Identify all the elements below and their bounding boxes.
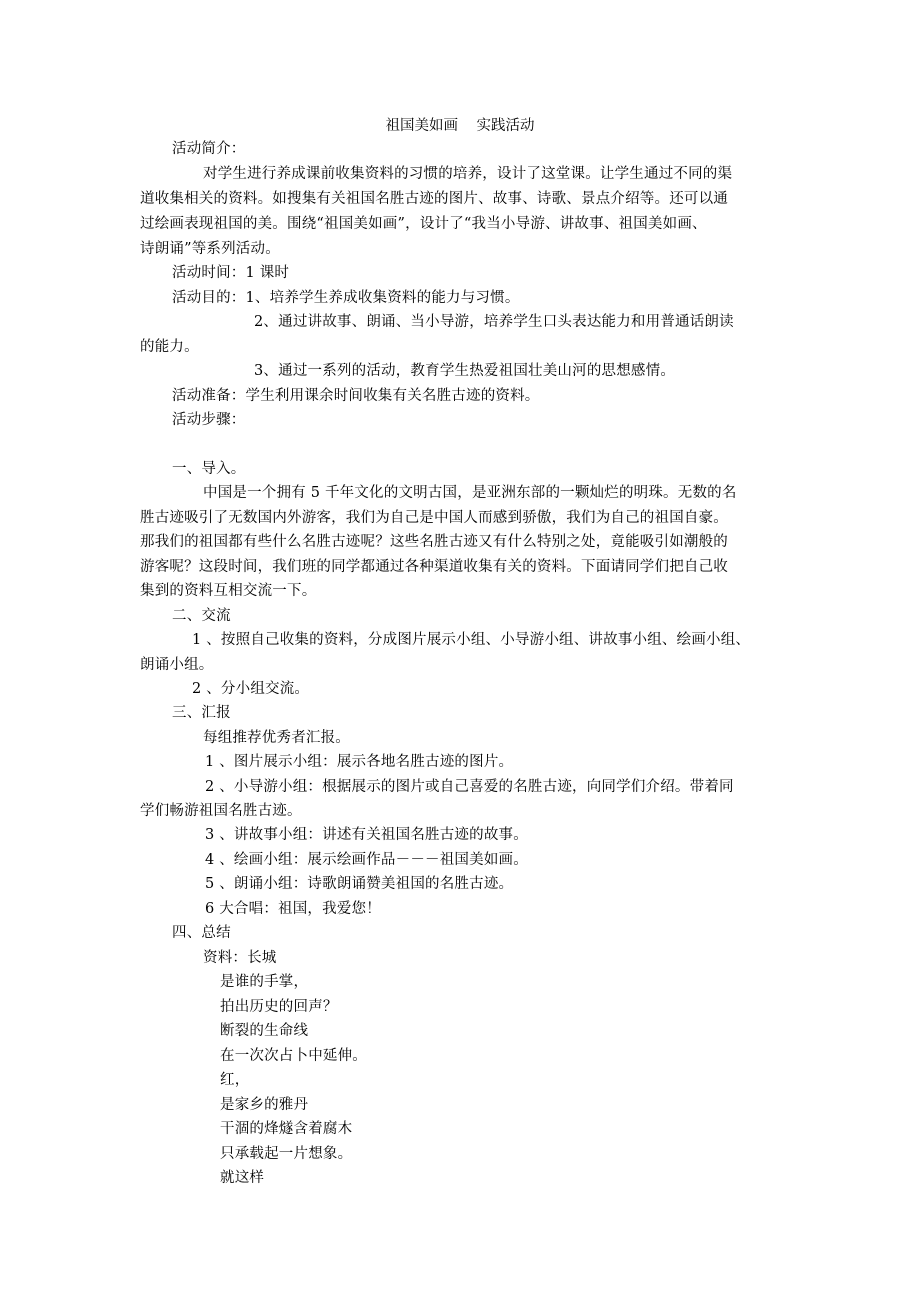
section-4-heading: 四、总结 (172, 925, 231, 941)
section-2-item-1-line-1: 1 、按照自己收集的资料，分成图片展示小组、小导游小组、讲故事小组、绘画小组、 (192, 632, 751, 648)
section-3-item-1: 1 、图片展示小组：展示各地名胜古迹的图片。 (205, 754, 514, 770)
poem-line-8: 只承载起一片想象。 (220, 1146, 353, 1162)
poem-line-9: 就这样 (220, 1170, 265, 1186)
intro-line-2: 道收集相关的资料。如搜集有关祖国名胜古迹的图片、故事、诗歌、景点介绍等。还可以通 (140, 191, 728, 207)
activity-steps-heading: 活动步骤： (172, 412, 246, 428)
activity-goal-2-line-2: 的能力。 (140, 339, 199, 355)
section-1-line-5: 集到的资料互相交流一下。 (140, 583, 317, 599)
section-1-line-2: 胜古迹吸引了无数国内外游客，我们为自己是中国人而感到骄傲，我们为自己的祖国自豪。 (140, 510, 728, 526)
section-3-item-2-line-1: 2 、小导游小组：根据展示的图片或自己喜爱的名胜古迹，向同学们介绍。带着同 (205, 779, 734, 795)
poem-line-3: 断裂的生命线 (220, 1023, 309, 1039)
activity-prep: 活动准备：学生利用课余时间收集有关名胜古迹的资料。 (172, 388, 540, 404)
poem-line-7: 干涸的烽燧含着腐木 (220, 1121, 353, 1137)
section-3-heading: 三、汇报 (172, 705, 231, 721)
section-3-item-6: 6 大合唱：祖国，我爱您！ (205, 901, 381, 917)
document-title: 祖国美如画 实践活动 (385, 118, 535, 134)
section-3-item-5: 5 、朗诵小组：诗歌朗诵赞美祖国的名胜古迹。 (205, 876, 514, 892)
section-3-item-2-line-2: 学们畅游祖国名胜古迹。 (140, 803, 302, 819)
activity-goal-2-line-1: 2、通过讲故事、朗诵、当小导游，培养学生口头表达能力和用普通话朗读 (254, 314, 734, 330)
intro-line-4: 诗朗诵”等系列活动。 (140, 241, 280, 257)
section-2-item-1-line-2: 朗诵小组。 (140, 657, 214, 673)
intro-line-1: 对学生进行养成课前收集资料的习惯的培养，设计了这堂课。让学生通过不同的渠 (203, 166, 733, 182)
poem-line-5: 红， (220, 1072, 250, 1088)
section-1-heading: 一、导入。 (172, 461, 246, 477)
poem-line-4: 在一次次占卜中延伸。 (220, 1048, 367, 1064)
intro-line-3: 过绘画表现祖国的美。围绕“祖国美如画”，设计了“我当小导游、讲故事、祖国美如画、 (140, 216, 707, 232)
material-label: 资料：长城 (203, 950, 277, 966)
section-1-line-4: 游客呢？这段时间，我们班的同学都通过各种渠道收集有关的资料。下面请同学们把自己收 (140, 559, 728, 575)
section-2-item-2: 2 、分小组交流。 (192, 681, 310, 697)
poem-line-2: 拍出历史的回声？ (220, 999, 338, 1015)
intro-heading: 活动简介： (172, 141, 246, 157)
section-2-heading: 二、交流 (172, 608, 231, 624)
section-3-intro: 每组推荐优秀者汇报。 (203, 730, 350, 746)
poem-line-6: 是家乡的雅丹 (220, 1097, 309, 1113)
activity-time: 活动时间：1 课时 (172, 265, 290, 281)
activity-goal-1: 活动目的：1、培养学生养成收集资料的能力与习惯。 (172, 290, 520, 306)
activity-goal-3: 3、通过一系列的活动，教育学生热爱祖国壮美山河的思想感情。 (254, 363, 676, 379)
section-1-line-3: 那我们的祖国都有些什么名胜古迹呢？这些名胜古迹又有什么特别之处，竟能吸引如潮般的 (140, 534, 728, 550)
poem-line-1: 是谁的手掌， (220, 974, 309, 990)
section-1-line-1: 中国是一个拥有 5 千年文化的文明古国，是亚洲东部的一颗灿烂的明珠。无数的名 (203, 485, 737, 501)
section-3-item-4: 4 、绘画小组：展示绘画作品－－－祖国美如画。 (205, 852, 528, 868)
section-3-item-3: 3 、讲故事小组：讲述有关祖国名胜古迹的故事。 (205, 827, 528, 843)
